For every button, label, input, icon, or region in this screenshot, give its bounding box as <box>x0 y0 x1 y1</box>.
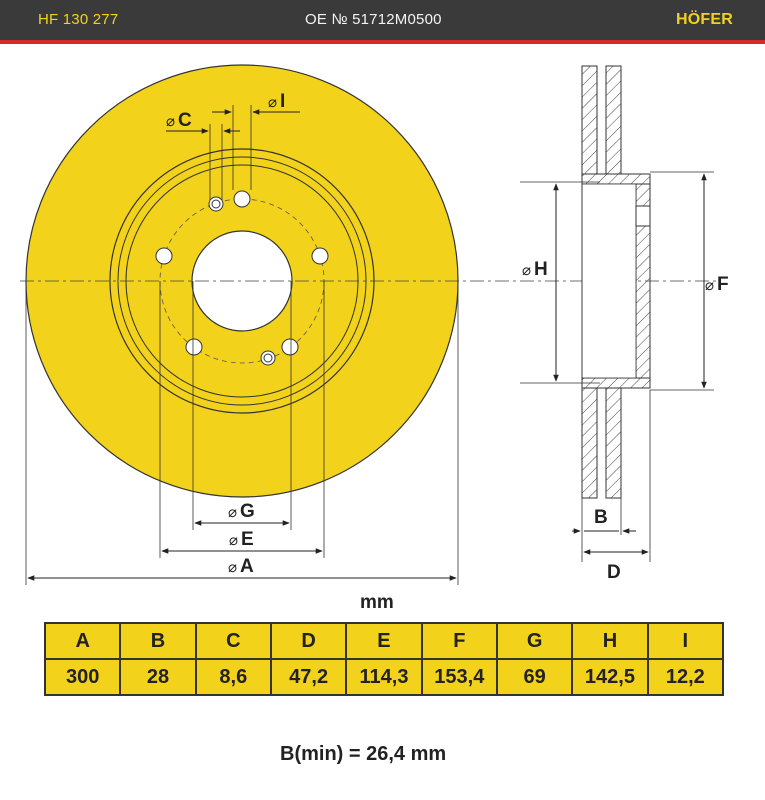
hat-body <box>582 184 636 378</box>
bolt-hole <box>312 248 328 264</box>
table-header-cell: H <box>572 623 647 659</box>
table-value-cell: 8,6 <box>196 659 271 695</box>
table-header-cell: F <box>422 623 497 659</box>
label-C: C <box>178 110 192 131</box>
units-label: mm <box>360 592 394 613</box>
brake-disc-drawing <box>0 44 765 592</box>
label-H: H <box>534 259 548 280</box>
diameter-symbol: ⌀ <box>268 94 278 111</box>
side-view <box>582 66 650 498</box>
diameter-symbol: ⌀ <box>522 262 532 279</box>
table-header-cell: C <box>196 623 271 659</box>
table-header-row <box>45 623 723 659</box>
table-value-cell: 69 <box>497 659 572 695</box>
table-value-row <box>45 659 723 695</box>
screw-hole <box>209 197 223 211</box>
table-value-cell: 28 <box>120 659 195 695</box>
table-header-cell: B <box>120 623 195 659</box>
friction-ring-right-top <box>606 66 621 174</box>
bolt-hole <box>156 248 172 264</box>
friction-ring-left-top <box>582 66 597 174</box>
label-F: F <box>717 274 729 295</box>
table-value-cell: 47,2 <box>271 659 346 695</box>
part-number: HF 130 277 <box>38 11 119 28</box>
friction-ring-left-bottom <box>582 388 597 498</box>
table-header-cell: E <box>346 623 421 659</box>
bolt-hole <box>282 339 298 355</box>
table-value-cell: 153,4 <box>422 659 497 695</box>
diameter-symbol: ⌀ <box>228 559 238 576</box>
bolt-hole-section <box>636 206 650 226</box>
oe-number: OE № 51712M0500 <box>305 11 442 28</box>
bolt-hole <box>186 339 202 355</box>
min-thickness-note: B(min) = 26,4 mm <box>280 743 447 765</box>
table-value-cell: 12,2 <box>648 659 723 695</box>
table-header-cell: G <box>497 623 572 659</box>
table-header-cell: D <box>271 623 346 659</box>
bolt-hole <box>234 191 250 207</box>
label-A: A <box>240 556 254 577</box>
hat-top-wall <box>582 174 650 184</box>
label-I: I <box>280 91 286 112</box>
dimensions-table <box>44 622 724 696</box>
brand-logo: HÖFER <box>676 11 733 28</box>
diameter-symbol: ⌀ <box>166 113 176 130</box>
label-B: B <box>594 507 608 528</box>
table-header-cell: I <box>648 623 723 659</box>
diameter-symbol: ⌀ <box>229 532 239 549</box>
screw-hole <box>261 351 275 365</box>
header-bar <box>0 0 765 44</box>
table-value-cell: 114,3 <box>346 659 421 695</box>
friction-ring-right-bottom <box>606 388 621 498</box>
label-E: E <box>241 529 254 550</box>
label-G: G <box>240 501 255 522</box>
table-header-cell: A <box>45 623 120 659</box>
table-value-cell: 142,5 <box>572 659 647 695</box>
diameter-symbol: ⌀ <box>705 277 715 294</box>
label-D: D <box>607 562 621 583</box>
diameter-symbol: ⌀ <box>228 504 238 521</box>
table-value-cell: 300 <box>45 659 120 695</box>
